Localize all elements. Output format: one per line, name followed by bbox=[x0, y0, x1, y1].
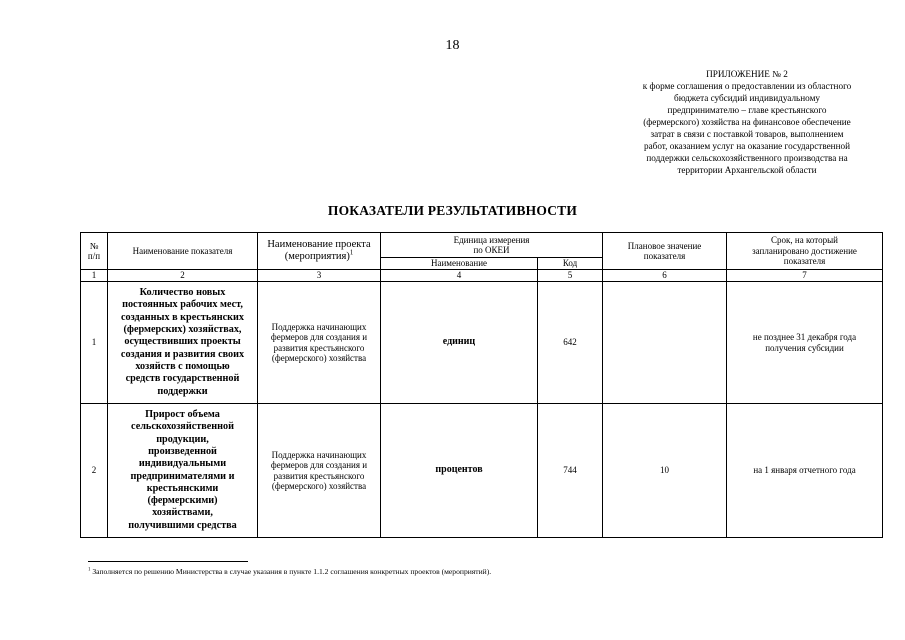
column-number: 7 bbox=[727, 270, 883, 282]
header-okei-line: Единица измерения bbox=[453, 234, 530, 245]
header-deadline-line: показателя bbox=[783, 256, 826, 267]
header-project-line bbox=[261, 251, 377, 263]
footnote bbox=[88, 567, 491, 577]
header-num bbox=[81, 233, 108, 270]
table-row bbox=[81, 282, 883, 404]
indicator-line: созданных в крестьянских bbox=[121, 311, 244, 323]
header-okei-code: Код bbox=[538, 258, 603, 270]
row-num: 1 bbox=[81, 282, 108, 404]
project-line: фермеров для создания и bbox=[270, 332, 368, 342]
document-title: ПОКАЗАТЕЛИ РЕЗУЛЬТАТИВНОСТИ bbox=[327, 203, 578, 218]
plan-value bbox=[603, 282, 727, 404]
table-row bbox=[81, 404, 883, 538]
deadline-line: на 1 января отчетного года bbox=[753, 465, 856, 476]
deadline-line: не позднее 31 декабря года bbox=[752, 332, 857, 342]
project-line: развития крестьянского bbox=[273, 470, 365, 481]
footnote-mark: 1 bbox=[88, 567, 91, 573]
plan-value: 10 bbox=[603, 404, 727, 538]
appendix-line: поддержки сельскохозяйственного производства на bbox=[646, 153, 848, 163]
indicator-line: осуществивших проекты bbox=[124, 336, 241, 348]
deadline bbox=[727, 282, 883, 404]
header-okei-name: Наименование bbox=[381, 258, 538, 270]
appendix-line: работ, оказанием услуг на оказание государственной bbox=[643, 141, 851, 151]
header-deadline-line: Срок, на который bbox=[771, 235, 838, 246]
indicator-line: средств государственной bbox=[125, 373, 240, 385]
indicator-line: (фермерских) хозяйствах, bbox=[123, 324, 242, 336]
appendix-line: к форме соглашения о предоставлении из областного bbox=[642, 81, 852, 91]
header-indicator-name: Наименование показателя bbox=[108, 233, 258, 270]
page-number: 18 bbox=[445, 38, 460, 53]
indicator-line: постоянных рабочих мест, bbox=[122, 299, 243, 311]
column-number-row bbox=[81, 270, 883, 282]
indicator-line: (фермерскими) bbox=[147, 495, 218, 507]
header-num-line: п/п bbox=[87, 251, 101, 261]
indicator-line: получившими средства bbox=[128, 519, 237, 531]
indicator-line: поддержки bbox=[157, 385, 208, 397]
indicator-line: предпринимателями и bbox=[130, 470, 235, 482]
header-deadline-line: запланировано достижение bbox=[752, 245, 857, 256]
deadline bbox=[727, 404, 883, 538]
project-line: Поддержка начинающих bbox=[271, 449, 367, 460]
header-project-text: (мероприятия) bbox=[284, 251, 350, 262]
project-line: фермеров для создания и bbox=[270, 460, 368, 470]
project-line: (фермерского) хозяйства bbox=[271, 353, 367, 363]
header-project-line: Наименование проекта bbox=[267, 239, 371, 250]
header-deadline bbox=[727, 233, 883, 270]
footnote-separator bbox=[88, 561, 248, 562]
header-plan-line: Плановое значение bbox=[627, 240, 702, 251]
column-number: 3 bbox=[258, 270, 381, 282]
footnote-ref: 1 bbox=[349, 249, 354, 257]
footnote-text: Заполняется по решению Министерства в случае указания в пункте 1.1.2 соглашения конкретных проектов (мероприятий). bbox=[90, 567, 492, 576]
header-row bbox=[81, 233, 883, 258]
column-number: 5 bbox=[538, 270, 603, 282]
indicator-line: произведенной bbox=[148, 445, 217, 457]
indicator-name bbox=[108, 282, 258, 404]
indicator-line: хозяйств с помощью bbox=[135, 360, 230, 372]
unit-name: процентов bbox=[381, 404, 538, 538]
header-plan-line: показателя bbox=[643, 251, 686, 261]
project-name bbox=[258, 282, 381, 404]
unit-name: единиц bbox=[381, 282, 538, 404]
indicator-line: создания и развития своих bbox=[120, 348, 245, 360]
column-number: 4 bbox=[381, 270, 538, 282]
indicator-line: индивидуальными bbox=[138, 458, 227, 470]
appendix-line: затрат в связи с поставкой товаров, выполнением bbox=[650, 129, 844, 139]
appendix-line: бюджета субсидий индивидуальному bbox=[674, 93, 820, 103]
header-okei-line: по ОКЕИ bbox=[473, 245, 510, 255]
column-number: 6 bbox=[603, 270, 727, 282]
appendix-line: предпринимателю – главе крестьянского bbox=[667, 105, 827, 115]
header-plan-value bbox=[603, 233, 727, 270]
indicator-name bbox=[108, 404, 258, 538]
indicator-line: сельскохозяйственной bbox=[131, 421, 234, 433]
header-project-name bbox=[258, 233, 381, 270]
row-num: 2 bbox=[81, 404, 108, 538]
appendix-line: (фермерского) хозяйства на финансовое обеспечение bbox=[643, 117, 851, 127]
deadline-line: получения субсидии bbox=[765, 342, 844, 353]
header-okei bbox=[381, 233, 603, 258]
column-number: 1 bbox=[81, 270, 108, 282]
project-line: развития крестьянского bbox=[273, 342, 365, 353]
project-name bbox=[258, 404, 381, 538]
unit-code: 744 bbox=[538, 404, 603, 538]
header-num-line: № bbox=[89, 240, 99, 251]
appendix-line: территории Архангельской области bbox=[677, 165, 817, 175]
indicator-line: Количество новых bbox=[139, 287, 226, 299]
indicator-line: крестьянскими bbox=[146, 482, 219, 494]
appendix-block bbox=[602, 68, 892, 176]
project-line: (фермерского) хозяйства bbox=[271, 481, 367, 491]
column-number: 2 bbox=[108, 270, 258, 282]
indicator-line: продукции, bbox=[156, 433, 209, 445]
results-table bbox=[80, 232, 883, 538]
appendix-heading: ПРИЛОЖЕНИЕ № 2 bbox=[706, 69, 788, 79]
indicator-line: хозяйствами, bbox=[152, 507, 213, 519]
unit-code: 642 bbox=[538, 282, 603, 404]
project-line: Поддержка начинающих bbox=[271, 321, 367, 332]
indicator-line: Прирост объема bbox=[145, 409, 220, 421]
